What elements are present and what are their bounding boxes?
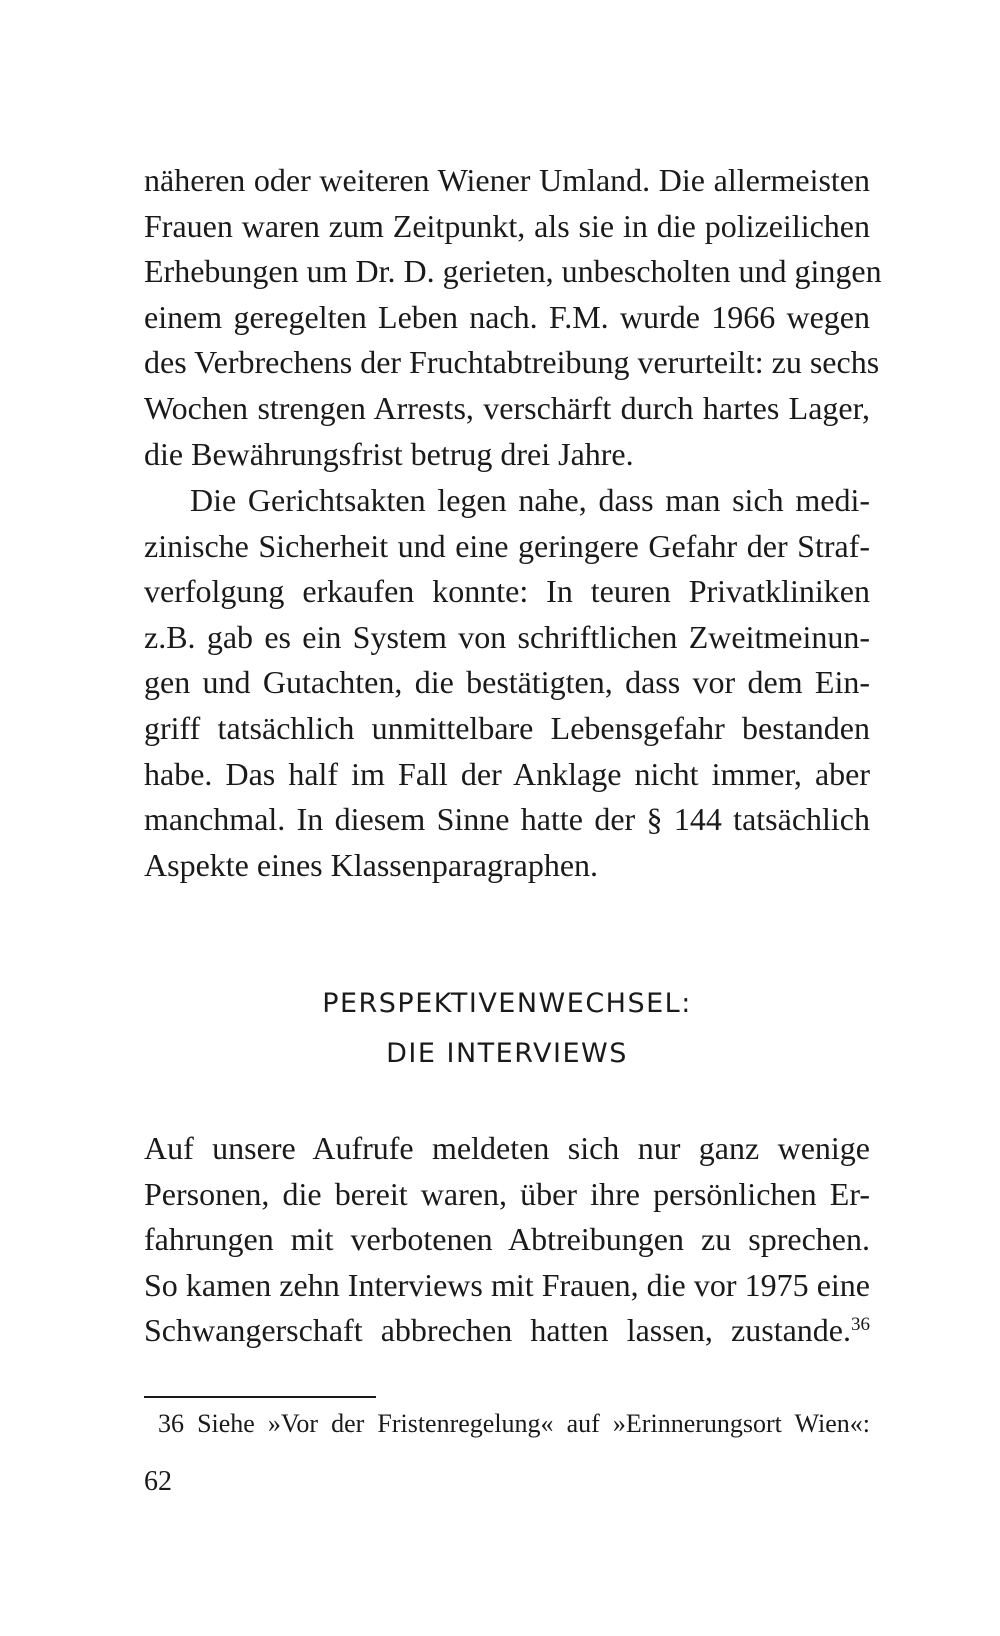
footnote-reference[interactable]: 36 — [851, 1314, 870, 1336]
text-line: Personen, die bereit waren, über ihre persönlichen Er- — [144, 1175, 870, 1212]
text-line: Die Gerichtsakten legen nahe, dass man sich medi- — [190, 482, 870, 518]
text-line: habe. Das half im Fall der Anklage nicht immer, aber — [144, 755, 870, 792]
text-line: des Verbrechens der Fruchtabtreibung verurteilt: zu sechs — [144, 344, 880, 381]
text-line-with-footnote — [144, 1308, 870, 1354]
section-heading-line-1: PERSPEKTIVENWECHSEL: — [322, 988, 692, 1019]
footnote-36: 36 Siehe »Vor der Fristenregelung« auf »Erinnerungsort Wien«: — [158, 1409, 870, 1438]
page-number: 62 — [144, 1466, 172, 1497]
text-line: gen und Gutachten, die bestätigten, dass vor dem Ein- — [144, 664, 870, 701]
text-line: zinische Sicherheit und eine geringere Gefahr der Straf- — [144, 527, 870, 564]
text-line: näheren oder weiteren Wiener Umland. Die allermeisten — [144, 162, 870, 198]
paragraph-1 — [144, 158, 882, 477]
text-line: verfolgung erkaufen konnte: In teuren Privatkliniken — [144, 573, 870, 610]
text-line: Frauen waren zum Zeitpunkt, als sie in die polizeilichen — [144, 207, 870, 244]
text-line: Aspekte eines Klassenparagraphen. — [144, 846, 599, 883]
text-line: einem geregelten Leben nach. F.M. wurde 1966 wegen — [144, 298, 870, 335]
paragraph-3 — [144, 1126, 870, 1354]
text-line: So kamen zehn Interviews mit Frauen, die vor 1975 eine — [144, 1266, 870, 1303]
paragraph-2 — [144, 478, 870, 888]
section-heading-line-2: DIE INTERVIEWS — [386, 1038, 628, 1069]
text-line: fahrungen mit verbotenen Abtreibungen zu sprechen. — [144, 1221, 870, 1258]
text-line: Erhebungen um Dr. D. gerieten, unbescholten und gingen — [144, 253, 882, 290]
text-line: manchmal. In diesem Sinne hatte der § 144 tatsächlich — [144, 801, 870, 838]
text-line: Auf unsere Aufrufe meldeten sich nur ganz wenige — [144, 1130, 870, 1166]
text-line: z.B. gab es ein System von schriftlichen Zweitmeinun- — [144, 618, 870, 655]
text-line: Wochen strengen Arrests, verschärft durch hartes Lager, — [144, 389, 870, 426]
text-line: die Bewährungsfrist betrug drei Jahre. — [144, 435, 634, 472]
text-line-content: Schwangerschaft abbrechen hatten lassen, zustande. — [144, 1312, 851, 1349]
text-line: griff tatsächlich unmittelbare Lebensgefahr bestanden — [144, 709, 870, 746]
footnote-separator — [144, 1396, 376, 1398]
